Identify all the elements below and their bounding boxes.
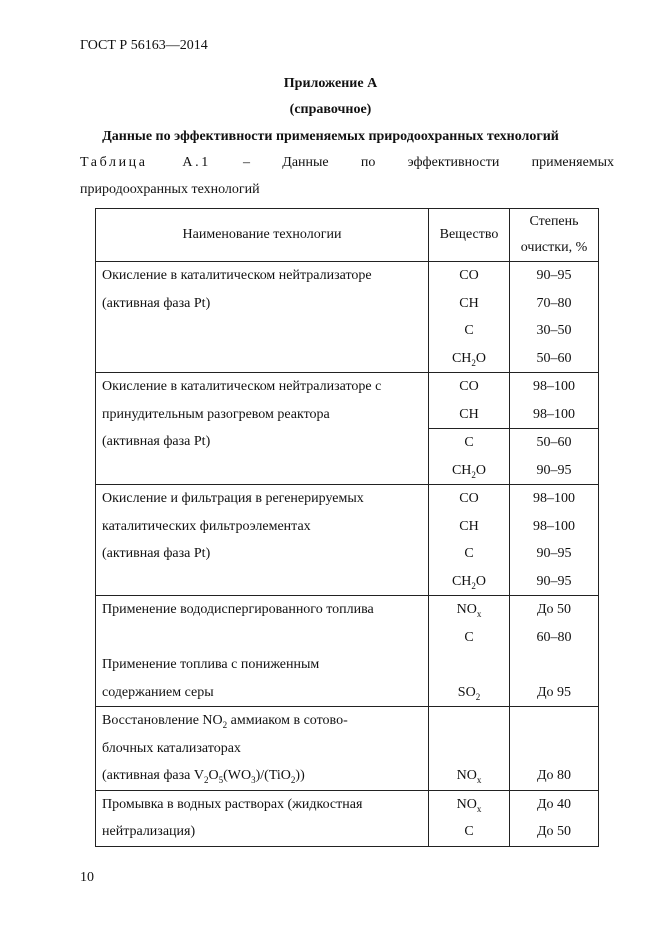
degree-spacer [510,651,598,679]
substance-cell [429,790,510,846]
substance-spacer [429,735,509,763]
degree-value: 50–60 [510,428,598,457]
degree-value: До 50 [536,602,572,617]
table-row [96,707,599,791]
substance-text: CH [459,518,479,534]
substance-text: $CH_2O$ [451,462,487,480]
degree-value: До 95 [536,684,572,700]
technology-cell [96,596,429,652]
table-row [96,651,599,707]
substance-text: $SO_2$ [457,684,481,702]
caption-word: по [360,155,376,170]
caption-word: применяемых [531,155,615,170]
substance-text: CO [459,268,479,283]
header-degree-line2: очистки, % [520,240,588,255]
substance-text: C [464,824,474,839]
technology-text: Окисление в каталитическом нейтрализаторе [102,268,372,283]
degree-cell [510,651,599,707]
header-degree [510,209,599,262]
technology-cell [96,485,429,596]
degree-value: 70–80 [536,295,572,311]
substance-text: C [464,323,474,338]
substance-spacer [429,651,509,679]
degree-value: 98–100 [533,379,575,394]
degree-value: До 80 [536,768,572,783]
caption-word: эффективности [407,155,500,170]
technology-text: (активная фаза Pt) [102,434,211,449]
technology-text-spacer [102,624,428,652]
degree-spacer [510,735,598,763]
degree-value: 98–100 [533,491,575,506]
caption-dash: – [243,155,251,170]
degree-value: 90–95 [536,268,572,283]
technology-cell [96,262,429,373]
technology-text: (активная фаза Pt) [102,295,211,311]
page-number: 10 [80,870,94,885]
degree-value: 90–95 [536,546,572,561]
table-row [96,373,599,485]
substance-text: CO [459,379,479,394]
document-id: ГОСТ Р 56163—2014 [80,38,208,53]
technology-text: Окисление в каталитическом нейтрализаторе с [102,379,382,394]
table-row [96,596,599,652]
substance-text: CH [459,406,479,422]
appendix-heading: Данные по эффективности применяемых природоохранных технологий [102,129,559,144]
degree-value: 90–95 [536,573,572,589]
technology-text: (активная фаза $V_2O_5(WO_3)/(TiO_2)$) [102,768,305,785]
degree-value: 30–50 [536,323,572,338]
technology-text: Окисление и фильтрация в регенерируемых [102,491,364,506]
technology-text: содержанием серы [102,684,214,700]
substance-cell [429,596,510,652]
table-caption-line2: природоохранных технологий [80,182,260,197]
degree-value: 98–100 [533,406,575,422]
degree-cell [510,262,599,373]
technology-cell [96,707,429,791]
degree-value: 50–60 [536,350,572,366]
substance-text: C [464,546,474,561]
technology-text: каталитических фильтроэлементах [102,518,311,534]
degree-value: 98–100 [533,518,575,534]
substance-text: CO [459,491,479,506]
degree-value: До 50 [536,824,572,839]
technology-text: нейтрализация) [102,824,196,839]
substance-cell [429,485,510,596]
substance-cell [429,262,510,373]
table-row [96,790,599,846]
header-degree-line1: Степень [529,214,579,229]
table-label: Таблица А.1 [80,155,211,170]
degree-value: До 40 [536,796,572,812]
efficiency-table [95,208,599,847]
degree-spacer [510,707,598,735]
degree-cell [510,373,599,485]
substance-text: C [429,428,509,457]
technology-text: (активная фаза Pt) [102,546,211,561]
substance-text: $NO_x$ [456,768,482,785]
appendix-subtitle: (справочное) [289,102,372,117]
technology-text: Промывка в водных растворах (жидкостная [102,796,363,812]
technology-cell [96,373,429,485]
table-header-row [96,209,599,262]
technology-text: Восстановление $NO_2$ аммиаком в сотово- [102,713,348,730]
caption-word: Данные [282,155,329,170]
technology-text: блочных катализаторах [102,740,241,756]
table-caption [80,155,614,171]
substance-text: C [464,629,474,645]
degree-value: 60–80 [536,629,572,645]
substance-cell [429,651,510,707]
substance-cell [429,373,510,485]
table-row [96,262,599,373]
degree-cell [510,485,599,596]
degree-cell [510,707,599,791]
table-row [96,485,599,596]
appendix-title: Приложение А [283,76,378,91]
substance-text: CH [459,295,479,311]
substance-cell [429,707,510,791]
technology-text: Применение топлива с пониженным [102,657,320,672]
technology-text: принудительным разогревом реактора [102,406,330,422]
substance-text: $CH_2O$ [451,573,487,591]
substance-text: $NO_x$ [456,602,482,619]
header-technology: Наименование технологии [96,209,429,262]
technology-cell [96,651,429,707]
technology-cell [96,790,429,846]
substance-text: $NO_x$ [456,796,482,814]
header-substance: Вещество [429,209,510,262]
degree-value: 90–95 [536,462,572,478]
substance-spacer [429,707,509,735]
substance-text: $CH_2O$ [451,350,487,368]
technology-text: Применение вододиспергированного топлива [102,602,374,617]
degree-cell [510,596,599,652]
degree-cell [510,790,599,846]
